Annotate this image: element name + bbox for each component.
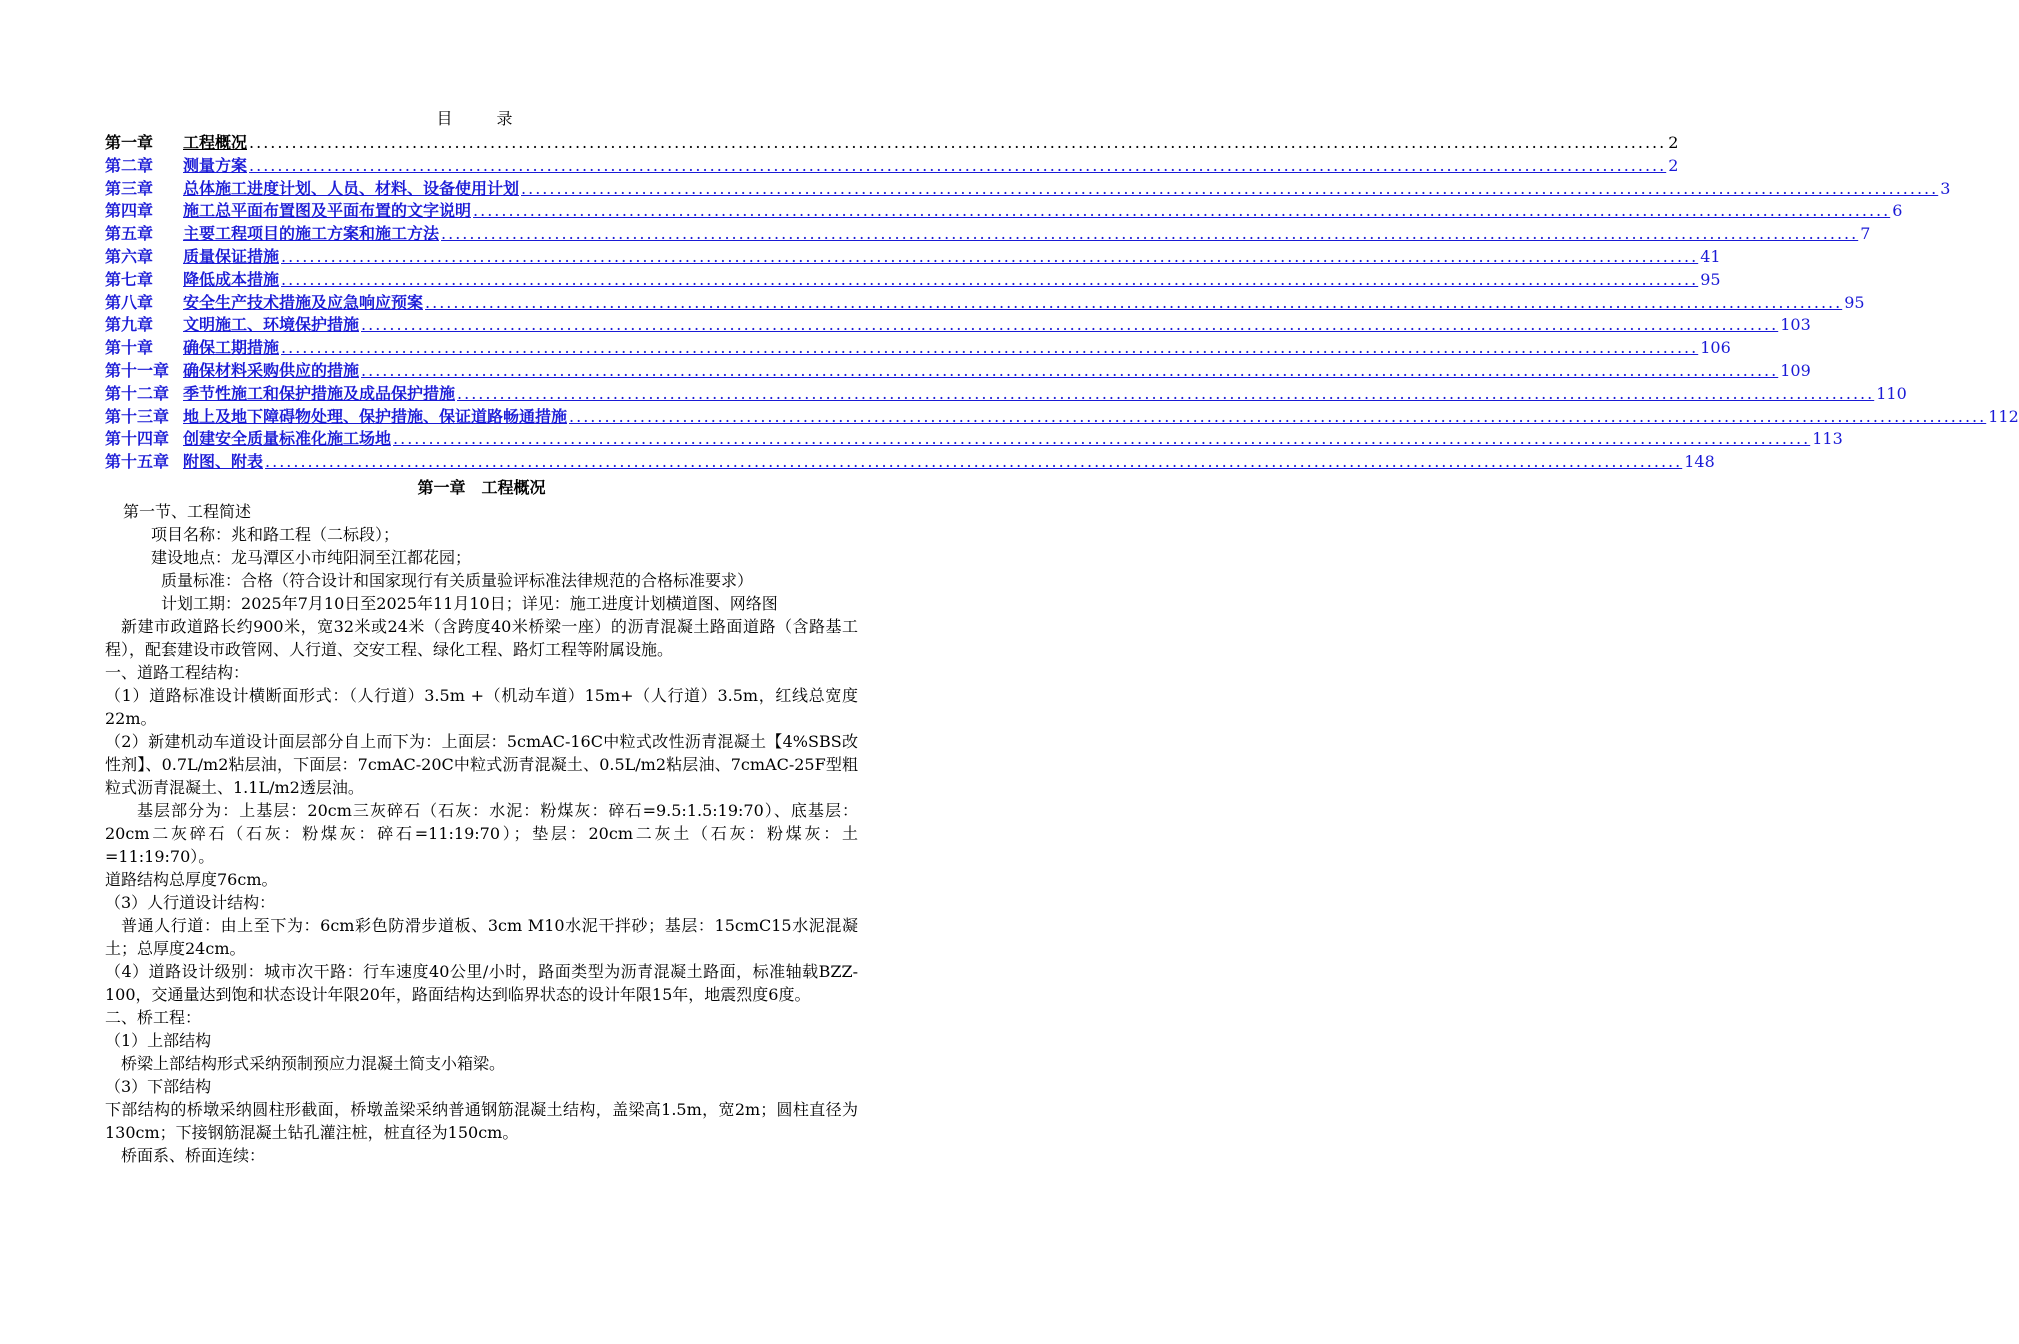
toc-dot-leader: ........................................................................................................................................................................................................ <box>457 383 1875 403</box>
toc-entry-label <box>105 451 263 474</box>
toc-entry[interactable] <box>105 155 1679 178</box>
toc-entry-title: 测量方案 <box>183 155 248 175</box>
toc-dot-leader: ........................................................................................................................................................................................................ <box>281 246 1699 266</box>
toc-entry-page: 3 <box>1940 178 1951 198</box>
toc-entry-title: 季节性施工和保护措施及成品保护措施 <box>183 383 456 403</box>
road-item-2-base: 基层部分为：上基层：20cm三灰碎石（石灰：水泥：粉煤灰：碎石=9.5:1.5:19:70）、底基层：20cm二灰碎石（石灰：粉煤灰：碎石=11:19:70）；垫层：20cm二灰土（石灰：粉煤灰：土=11:19:70）。 <box>105 800 858 866</box>
toc-entry[interactable] <box>105 337 1731 360</box>
toc-entry-chapter: 第二章 <box>105 155 154 175</box>
toc-dot-leader: ........................................................................................................................................................................................................ <box>425 292 1843 312</box>
toc-entry-title: 文明施工、环境保护措施 <box>183 315 360 335</box>
section-title: 第一节、工程简述 <box>123 501 252 521</box>
toc-entry-chapter: 第十二章 <box>105 383 170 403</box>
toc-entry-title: 确保材料采购供应的措施 <box>183 360 360 380</box>
toc-dot-leader: ........................................................................................................................................................................................................ <box>521 178 1939 198</box>
toc-entry-page: 110 <box>1876 383 1907 403</box>
overview-paragraph: 新建市政道路长约900米，宽32米或24米（含跨度40米桥梁一座）的沥青混凝土路面道路（含路基工程），配套建设市政管网、人行道、交安工程、绿化工程、路灯工程等附属设施。 <box>105 616 858 659</box>
toc-entry[interactable] <box>105 178 1951 201</box>
toc-entry-page: 112 <box>1988 406 2019 426</box>
toc-entry-page: 7 <box>1860 224 1871 244</box>
toc-entry[interactable] <box>105 269 1721 292</box>
toc-entry-label <box>105 178 519 201</box>
toc-entry-label <box>105 383 455 406</box>
toc-entry-page: 113 <box>1812 429 1843 449</box>
document-page <box>105 108 2019 1167</box>
toc-entry-label <box>105 223 439 246</box>
toc-entry-page: 103 <box>1780 315 1811 335</box>
project-location: 建设地点：龙马潭区小市纯阳洞至江都花园； <box>151 547 472 567</box>
toc-entry-page: 41 <box>1700 246 1721 266</box>
toc-entry-page: 106 <box>1700 338 1731 358</box>
bridge-item-1: （1）上部结构 <box>105 1030 212 1050</box>
toc-entry-title: 确保工期措施 <box>183 338 280 358</box>
toc-entry[interactable] <box>105 246 1721 269</box>
toc-entry-title: 施工总平面布置图及平面布置的文字说明 <box>183 201 472 221</box>
project-name: 项目名称：兆和路工程（二标段）； <box>151 524 400 544</box>
toc-entry-title: 工程概况 <box>183 133 248 152</box>
quality-key: 质量标准： <box>161 570 242 590</box>
toc-entry-title: 质量保证措施 <box>183 246 280 266</box>
road-item-2: （2）新建机动车道设计面层部分自上而下为：上面层：5cmAC-16C中粒式改性沥青混凝土【4%SBS改性剂】、0.7L/m2粘层油，下面层：7cmAC-20C中粒式沥青混凝土、0.5L/m2粘层油、7cmAC-25F型粗粒式沥青混凝土、1.1L/m2透层油。 <box>105 731 858 797</box>
toc-dot-leader: ........................................................................................................................................................................................................ <box>361 360 1779 380</box>
toc-entry-chapter: 第八章 <box>105 292 154 312</box>
bridge-item-3-detail: 下部结构的桥墩采纳圆柱形截面，桥墩盖梁采纳普通钢筋混凝土结构，盖梁高1.5m，宽2m；圆柱直径为130cm；下接钢筋混凝土钻孔灌注桩，桩直径为150cm。 <box>105 1099 858 1142</box>
toc-dot-leader: ........................................................................................................................................................................................................ <box>249 133 1667 152</box>
road-item-4: （4）道路设计级别：城市次干路：行车速度40公里/小时，路面类型为沥青混凝土路面，标准轴载BZZ-100，交通量达到饱和状态设计年限20年，路面结构达到临界状态的设计年限15年，地震烈度6度。 <box>105 961 858 1004</box>
bridge-item-3: （3）下部结构 <box>105 1076 212 1096</box>
toc-entry-chapter: 第六章 <box>105 246 154 266</box>
schedule-value: 2025年7月10日至2025年11月10日；详见：施工进度计划横道图、网络图 <box>241 593 778 613</box>
toc-entry[interactable] <box>105 360 1811 383</box>
toc-entry-title: 附图、附表 <box>183 452 264 472</box>
toc-entry-chapter: 第三章 <box>105 178 154 198</box>
table-of-contents <box>105 132 2019 474</box>
toc-entry-page: 95 <box>1700 269 1721 289</box>
quality-value: 合格（符合设计和国家现行有关质量验评标准法律规范的合格标准要求） <box>241 570 754 590</box>
toc-entry-label <box>105 337 279 360</box>
toc-entry-chapter: 第一章 <box>105 133 154 152</box>
toc-entry-title: 总体施工进度计划、人员、材料、设备使用计划 <box>183 178 520 198</box>
toc-entry-page: 2 <box>1668 133 1679 152</box>
toc-entry-chapter: 第十五章 <box>105 452 170 472</box>
toc-entry-title: 降低成本措施 <box>183 269 280 289</box>
toc-entry-chapter: 第十四章 <box>105 429 170 449</box>
toc-dot-leader: ........................................................................................................................................................................................................ <box>473 201 1891 221</box>
road-item-1: （1）道路标准设计横断面形式：（人行道）3.5m +（机动车道）15m+（人行道）3.5m，红线总宽度22m。 <box>105 685 858 728</box>
toc-entry <box>105 132 1679 155</box>
toc-entry[interactable] <box>105 292 1865 315</box>
quality-standard <box>105 569 858 592</box>
toc-dot-leader: ........................................................................................................................................................................................................ <box>281 269 1699 289</box>
toc-entry-label <box>105 269 279 292</box>
toc-entry-chapter: 第十一章 <box>105 360 170 380</box>
bridge-section-title: 二、桥工程： <box>105 1007 202 1027</box>
toc-dot-leader: ........................................................................................................................................................................................................ <box>441 224 1859 244</box>
road-item-3: （3）人行道设计结构： <box>105 892 276 912</box>
toc-entry-title: 地上及地下障碍物处理、保护措施、保证道路畅通措施 <box>183 406 568 426</box>
toc-entry-label <box>105 155 247 178</box>
toc-entry-chapter: 第十章 <box>105 338 154 358</box>
toc-entry[interactable] <box>105 314 1811 337</box>
toc-entry[interactable] <box>105 383 1907 406</box>
road-section-title: 一、道路工程结构： <box>105 662 250 682</box>
toc-entry-chapter: 第七章 <box>105 269 154 289</box>
toc-entry-label <box>105 428 391 451</box>
toc-entry-label <box>105 246 279 269</box>
road-item-3-detail: 普通人行道：由上至下为：6cm彩色防滑步道板、3cm M10水泥干拌砂；基层：15cmC15水泥混凝土；总厚度24cm。 <box>105 915 858 958</box>
toc-entry-label <box>105 314 359 337</box>
toc-entry-page: 95 <box>1844 292 1865 312</box>
toc-entry-title: 主要工程项目的施工方案和施工方法 <box>183 224 440 244</box>
toc-entry-chapter: 第九章 <box>105 315 154 335</box>
bridge-deck: 桥面系、桥面连续： <box>121 1145 266 1165</box>
toc-entry-label <box>105 406 567 429</box>
toc-dot-leader: ........................................................................................................................................................................................................ <box>265 452 1683 472</box>
chapter-heading: 第一章 工程概况 <box>417 477 546 497</box>
toc-entry-label <box>105 292 423 315</box>
toc-entry[interactable] <box>105 406 2019 429</box>
toc-entry-title: 创建安全质量标准化施工场地 <box>183 429 392 449</box>
schedule-key: 计划工期： <box>161 593 242 613</box>
toc-entry-chapter: 第五章 <box>105 224 154 244</box>
toc-dot-leader: ........................................................................................................................................................................................................ <box>281 338 1699 358</box>
toc-entry-page: 148 <box>1684 452 1715 472</box>
toc-entry-chapter: 第十三章 <box>105 406 170 426</box>
road-total-thickness: 道路结构总厚度76cm。 <box>105 869 278 889</box>
toc-dot-leader: ........................................................................................................................................................................................................ <box>361 315 1779 335</box>
toc-entry[interactable] <box>105 200 1903 223</box>
toc-entry-page: 109 <box>1780 360 1811 380</box>
toc-entry-page: 2 <box>1668 155 1679 175</box>
toc-entry-page: 6 <box>1892 201 1903 221</box>
toc-entry-label <box>105 200 471 223</box>
toc-dot-leader: ........................................................................................................................................................................................................ <box>569 406 1987 426</box>
schedule <box>105 592 858 615</box>
toc-title: 目 录 <box>436 109 527 128</box>
toc-entry-chapter: 第四章 <box>105 201 154 221</box>
bridge-item-1-detail: 桥梁上部结构形式采纳预制预应力混凝土简支小箱梁。 <box>121 1053 506 1073</box>
toc-entry[interactable] <box>105 428 1843 451</box>
toc-dot-leader: ........................................................................................................................................................................................................ <box>249 155 1667 175</box>
toc-entry-label <box>105 132 247 155</box>
toc-dot-leader: ........................................................................................................................................................................................................ <box>393 429 1811 449</box>
toc-entry[interactable] <box>105 223 1871 246</box>
toc-entry-label <box>105 360 359 383</box>
toc-entry[interactable] <box>105 451 1715 474</box>
toc-entry-title: 安全生产技术措施及应急响应预案 <box>183 292 424 312</box>
